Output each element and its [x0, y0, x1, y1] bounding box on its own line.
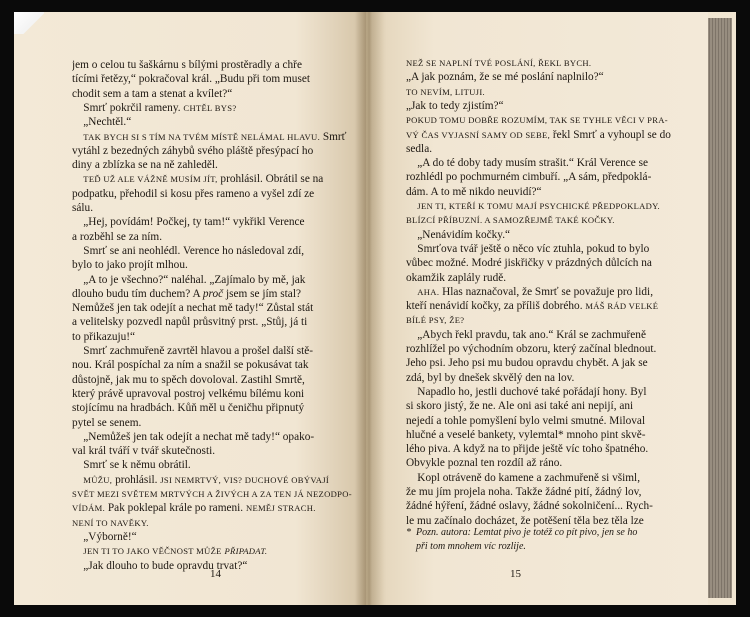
text-line: Obvykle poznal ten rozdíl až ráno. [406, 457, 563, 470]
text-line: hlučné a veselé bankety, vylemtal* mnoho pint skvě- [406, 428, 646, 441]
text-line: TAK BYCH SI S TÍM NA TVÉM MÍSTĚ NELÁMAL HLAVU. Smrť [83, 130, 347, 143]
page-number: 15 [510, 568, 521, 580]
text-line: že mu jím projela noha. Takže žádné pití, žádný lov, [406, 486, 642, 498]
text-line: Napadlo ho, jestli duchové také pořádají hony. Byl [406, 385, 647, 398]
text-line: JEN TI TO JAKO VĚČNOST MŮŽE PŘIPADAT. [83, 546, 268, 557]
text-line: le mu začínalo docházet, že potěšení těla bez těla lze [406, 514, 644, 527]
text-line: rozhlížel po východním obzoru, který začínal blednout. [406, 343, 657, 355]
text-line: „Hej, povídám! Počkej, ty tam!“ vykřikl Verence [72, 216, 305, 229]
text-line: podpatku, přehodil si kosu přes rameno a vyšel zdí ze [72, 187, 315, 200]
text-line: pytel se senem. [72, 416, 142, 429]
text-line: „Abych řekl pravdu, tak ano.“ Král se zachmuřeně [406, 328, 646, 341]
text-line: MŮŽU, prohlásil. JSI NEMRTVÝ, VIS? DUCHOVÉ OBÝVAJÍ [83, 473, 330, 486]
text-line: BLÍZCÍ PŘÍBUZNÍ. A SAMOZŘEJMĚ TAKÉ KOČKY. [406, 215, 615, 226]
text-line: Smrťova tvář ještě o něco víc ztuhla, pokud to bylo [406, 242, 650, 255]
text-line: lého piva. A když na to přijde ještě víc toho špatného. [406, 443, 649, 456]
text-line: TO NEVÍM, LITUJI. [406, 86, 485, 97]
text-line: „A to je všechno?“ naléhal. „Zajímalo by mě, jak [72, 273, 306, 286]
text-line: tícími řetězy,“ pokračoval král. „Budu při tom muset [72, 73, 310, 86]
text-line: „Nenávidím kočky.“ [406, 228, 511, 241]
text-line: VÍDÁM. Pak poklepal krále po rameni. NEMĚJ STRACH. [72, 502, 316, 515]
text-line: a velitelsky pozvedl napůl průsvitný prst. „Stůj, já ti [72, 316, 308, 329]
text-line: „Nechtěl.“ [72, 116, 132, 129]
text-line: „Jak dlouho to bude opravdu trvat?“ [72, 559, 248, 572]
left-page [14, 12, 366, 605]
text-line: kteří nenávidí kočky, za příliš dobrého. MÁŠ RÁD VELKÉ [406, 300, 659, 313]
page-corner [14, 12, 44, 34]
open-book [14, 12, 736, 605]
text-line: stojícímu na hradbách. Kůň měl u čeničhu připnutý [72, 402, 305, 415]
text-line: NENÍ TO NAVĚKY. [72, 517, 149, 528]
text-line: TEĎ UŽ ALE VÁŽNĚ MUSÍM JÍT, prohlásil. Obrátil se na [83, 173, 324, 186]
text-line: dlouho budu tím duchem? A proč jsem se jím stal? [72, 287, 301, 300]
text-line: chodit sem a tam a stenat a kvílet?“ [72, 87, 233, 100]
text-line: val král tváří v tvář skutečnosti. [72, 445, 216, 458]
text-line: BÍLÉ PSY, ŽE? [406, 315, 465, 326]
text-line: žádné hýření, žádné oslavy, žádné sokolničení... Rych- [406, 500, 653, 513]
text-line: nou. Král pospíchal za ním a snažil se pokusávat tak [72, 359, 309, 372]
text-line: JEN TI, KTEŘÍ K TOMU MAJÍ PSYCHICKÉ PŘEDPOKLADY. [417, 201, 661, 211]
text-line: „Jak to tedy zjistím?“ [406, 99, 504, 112]
right-page [366, 12, 708, 605]
text-line: dám. A to mě nikdo neuvidí?“ [406, 185, 542, 198]
text-line: zdá, byl by dnešek skvělý den na lov. [406, 371, 575, 384]
text-line: vůbec možné. Modré jiskřičky v prázdných důlcích na [406, 257, 652, 270]
text-line: to přikazuju!“ [72, 330, 136, 343]
text-line: SVĚT MEZI SVĚTEM MRTVÝCH A ŽIVÝCH A ZA TEN JÁ NEZODPO- [72, 489, 352, 499]
text-line: rozhlédl po pochmurném cimbuří. „A sám, předpoklá- [406, 171, 652, 184]
text-line: Nemůžeš jen tak odejít a nechat mě tady!“ Zůstal stát [72, 302, 314, 315]
footnote: * Pozn. autora: Lemtat pivo je totéž co pít pivo, jen se ho při tom mnohem víc rozlije. [406, 527, 638, 552]
text-line: „A jak poznám, že se mé poslání naplnilo?“ [406, 71, 604, 84]
text-line: sálu. [72, 202, 94, 214]
text-line: VÝ ČAS VYJASNÍ SAMY OD SEBE, řekl Smrť a vyhoupl se do [406, 128, 671, 141]
text-line: bylo to jako projít mlhou. [72, 259, 188, 272]
text-line: Smrť se k němu obrátil. [72, 459, 191, 472]
text-line: důstojně, jak mu to spěch dovoloval. Zastihl Smrtě, [72, 373, 305, 386]
text-line: diny a zblízka se na ně zahleděl. [72, 159, 218, 172]
text-line: „Výborně!“ [72, 530, 137, 543]
text-line: Kopl otráveně do kamene a zachmuřeně si všiml, [406, 471, 641, 484]
text-line: Smrť zachmuřeně zavrtěl hlavou a prošel další stě- [72, 345, 314, 357]
text-line: který právě upravoval postroj velkému bílému koni [72, 387, 305, 400]
text-line: nejedí a tohle pomyšlení bylo velmi smutné. Miloval [406, 414, 646, 427]
text-line: a rozběhl se za ním. [72, 230, 163, 243]
text-line: „A do té doby tady musím strašit.“ Král Verence se [406, 157, 648, 170]
text-line: AHA. Hlas naznačoval, že Smrť se považuje pro lidi, [417, 285, 654, 298]
text-line: POKUD TOMU DOBŘE ROZUMÍM, TAK SE TYHLE VĚCI V PRA- [406, 115, 668, 126]
text-line: sedla. [406, 142, 433, 155]
text-line: si skoro jistý, že ne. Ale oni asi také ani nepijí, ani [406, 400, 634, 413]
text-line: jem o celou tu šaškárnu s bílými prostěradly a chře [72, 59, 302, 71]
text-line: Smrť pokrčil rameny. CHTĚL BYS? [72, 101, 237, 114]
page-number: 14 [210, 568, 221, 580]
text-line: Jeho psi. Jeho psi mu budou opravdu chybět. A jak se [406, 357, 648, 370]
page-edges [708, 18, 732, 598]
text-line: NEŽ SE NAPLNÍ TVÉ POSLÁNÍ, ŘEKL BYCH. [406, 58, 592, 68]
text-line: okamžik zaplály rudě. [406, 271, 507, 284]
text-line: „Nemůžeš jen tak odejít a nechat mě tady!“ opako- [72, 430, 315, 443]
text-line: Smrť se ani neohlédl. Verence ho následoval zdí, [72, 244, 305, 257]
text-line: vytáhl z bezedných záhybů svého pláště přesýpací ho [72, 144, 314, 157]
